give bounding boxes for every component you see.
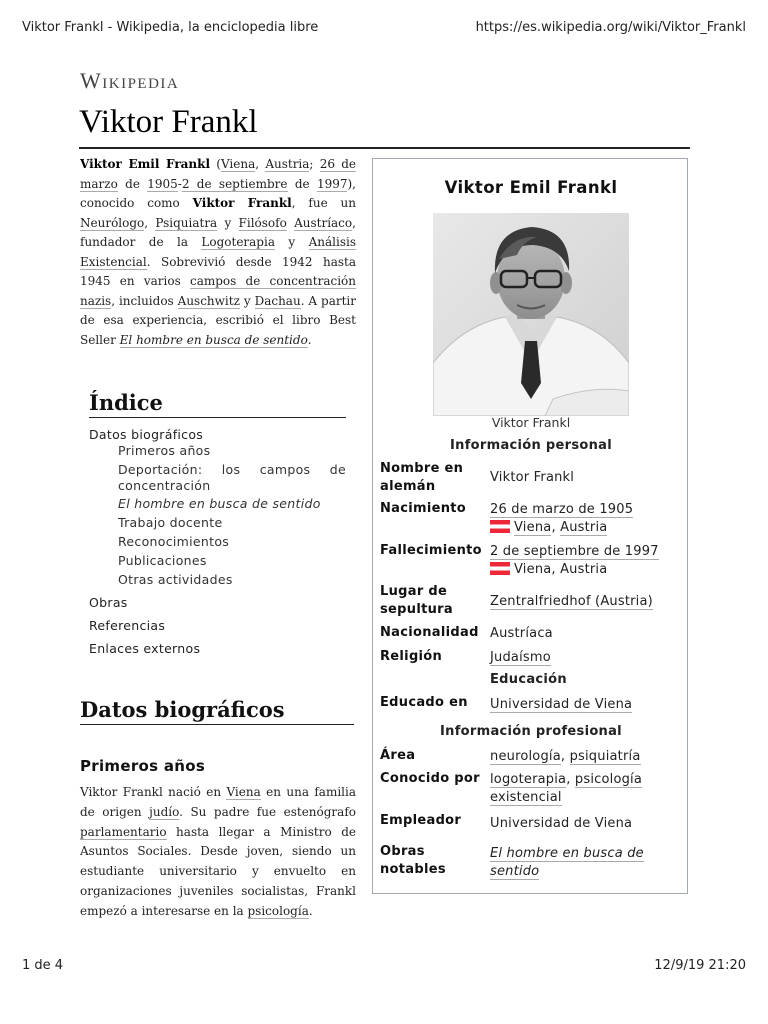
label-fallecimiento: Fallecimiento [380,543,482,558]
link-analisis-existencial[interactable]: Análisis Existencial [80,235,356,269]
link-psiquiatria[interactable]: psiquiatría [569,749,641,764]
link-viena[interactable]: Viena [220,157,256,171]
toc-item-reconocimientos[interactable]: Reconocimientos [118,534,230,549]
link-logoterapia-2[interactable]: logoterapia [490,772,567,787]
austria-flag-icon [490,562,510,575]
subject-short-name: Viktor Frankl [192,196,292,210]
link-birth-year[interactable]: 1905 [147,176,178,191]
label-religion: Religión [380,649,443,664]
infobox-section-educacion: Educación [490,672,567,687]
toc-item-trabajo-docente[interactable]: Trabajo docente [118,515,223,530]
value-nacimiento: 26 de marzo de 1905 Viena, Austria [490,502,634,535]
toc-list [89,427,346,656]
value-lugar-sepultura [490,593,680,611]
value-nacionalidad: Austríaca [490,626,553,641]
value-religion [490,649,680,667]
lead-paragraph: Viktor Emil Frankl (Viena, Austria; 26 de marzo de 1905-2 de septiembre de 1997), conocido como Viktor Frankl, fue un Neurólogo, Psiquiatra y Filósofo Austríaco, fundador de la Logoterapia y Análisis Existencial. Sobrevivió desde 1942 hasta 1945 en varios campos de concentración nazis, incluidos Auschwitz y Dachau. A partir de esa experiencia, escribió el libro Best Seller El hombre en busca de sentido. [80,157,357,347]
link-birth-country[interactable]: Austria [560,520,608,535]
value-educado-en [490,696,680,714]
toc-item-otras-actividades[interactable]: Otras actividades [118,572,233,587]
label-obras-notables: Obras notables [380,844,446,877]
link-neurologo[interactable]: Neurólogo [80,215,145,230]
link-psiquiatra[interactable]: Psiquiatra [155,215,218,230]
link-logoterapia[interactable]: Logoterapia [201,235,275,249]
infobox-section-profesional: Información profesional [440,724,622,739]
link-judaismo[interactable]: Judaísmo [490,650,551,665]
link-auschwitz[interactable]: Auschwitz [177,293,240,308]
link-parlamentario[interactable]: parlamentario [80,824,167,839]
austria-flag-icon [490,520,510,533]
photo-caption: Viktor Frankl [491,415,571,430]
link-birth-date[interactable]: 26 de marzo [80,157,357,191]
toc-item-obras[interactable]: Obras [89,595,128,610]
toc-item-enlaces-externos[interactable]: Enlaces externos [89,641,201,656]
toc-item-publicaciones[interactable]: Publicaciones [118,553,207,568]
table-of-contents [89,390,346,656]
print-page-count: 1 de 4 [22,958,64,973]
print-datetime: 12/9/19 21:20 [654,958,746,973]
link-dachau[interactable]: Dachau [254,293,301,308]
link-death-full-date[interactable]: 2 de septiembre de 1997 [490,544,659,559]
infobox-title: Viktor Emil Frankl [444,178,618,197]
section-paragraph: Viktor Frankl nació en Viena en una familia de origen judío. Su padre fue estenógrafo parlamentario hasta llegar a Ministro de Asuntos Sociales. Desde joven, siendo un estudiante universitario y envuelto en organizaciones juveniles socialistas, Frankl empezó a interesarse en la psicología. [80,785,357,918]
value-empleador: Universidad de Viena [490,816,633,831]
toc-title: Índice [89,390,346,418]
page-title: Viktor Frankl [79,104,258,140]
link-austria[interactable]: Austria [265,157,310,171]
portrait-image-icon [433,213,629,416]
print-url: https://es.wikipedia.org/wiki/Viktor_Frankl [475,20,746,35]
link-austriaco[interactable]: Austríaco [294,215,353,230]
link-viena-2[interactable]: Viena [226,785,261,799]
label-nacimiento: Nacimiento [380,501,467,516]
portrait-photo[interactable] [433,213,629,416]
label-lugar-sepultura: Lugar de sepultura [380,584,453,617]
value-conocido-por: logoterapia, psicología existencial [490,772,643,805]
link-birth-city[interactable]: Viena [514,520,552,535]
value-nombre-aleman: Viktor Frankl [490,470,575,485]
toc-item-datos-biograficos[interactable]: Datos biográficos [89,427,204,442]
link-libro[interactable]: El hombre en busca de sentido [119,332,308,347]
link-judio[interactable]: judío [149,804,180,819]
label-educado-en: Educado en [380,695,468,710]
label-conocido-por: Conocido por [380,771,480,786]
label-empleador: Empleador [380,813,462,828]
infobox-section-personal: Información personal [450,438,612,453]
link-zentralfriedhof[interactable]: Zentralfriedhof [490,594,591,609]
link-psicologia[interactable]: psicología [247,903,309,918]
infobox [372,158,688,894]
label-nombre-aleman: Nombre en alemán [380,461,464,494]
value-area: neurología, psiquiatría [490,749,641,764]
toc-item-referencias[interactable]: Referencias [89,618,166,633]
link-death-year[interactable]: 1997 [316,176,348,191]
link-birth-full-date[interactable]: 26 de marzo de 1905 [490,502,634,517]
link-neurologia[interactable]: neurología [490,749,561,764]
section-heading-datos-biograficos: Datos biográficos [80,697,354,725]
toc-item-primeros-anos[interactable]: Primeros años [118,443,211,458]
link-psicologia-existencial[interactable]: psicología existencial [490,772,643,805]
value-obras-notables [490,845,680,881]
print-page-title: Viktor Frankl - Wikipedia, la enciclopedia libre [22,20,319,35]
toc-item-deportacion[interactable]: Deportación: los campos de concentración [118,462,346,493]
link-filosofo[interactable]: Filósofo [238,215,287,230]
title-divider [79,147,690,149]
link-obra-hombre-busca-sentido[interactable]: El hombre en busca de sentido [490,846,644,879]
link-death-date[interactable]: 2 de septiembre [181,176,288,191]
value-fallecimiento [490,543,680,579]
label-nacionalidad: Nacionalidad [380,625,479,640]
subject-name: Viktor Emil Frankl [80,157,211,171]
link-austria-sepultura[interactable]: (Austria) [590,594,653,609]
link-universidad-viena[interactable]: Universidad de Viena [490,697,633,712]
death-place: Viena, Austria [514,562,608,577]
subsection-heading-primeros-anos: Primeros años [80,757,206,775]
toc-item-hombre-busca-sentido[interactable]: El hombre en busca de sentido [118,496,321,511]
label-area: Área [380,748,416,763]
link-campos-concentracion[interactable]: campos de concentración nazis [80,274,356,308]
wikipedia-logo[interactable]: Wikipedia [80,68,180,93]
